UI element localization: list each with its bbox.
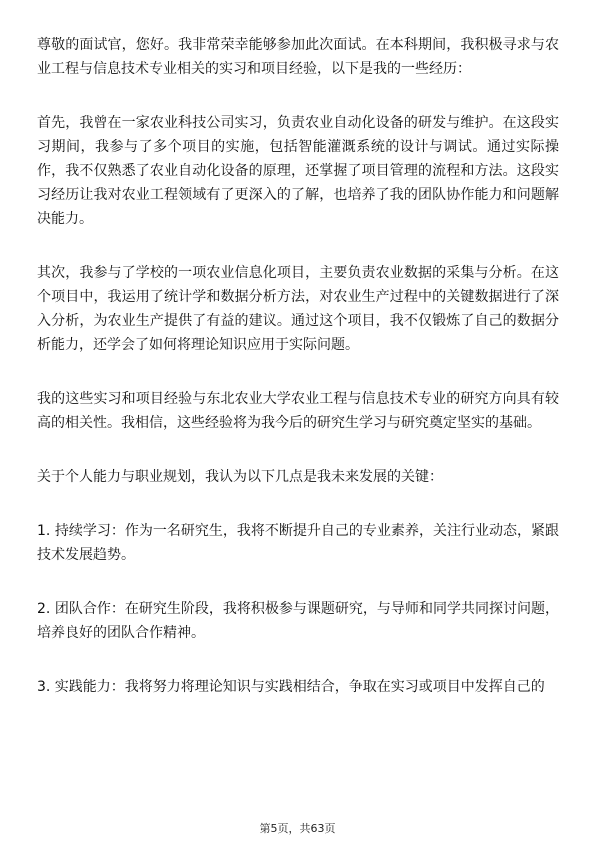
paragraph-ability-intro: 关于个人能力与职业规划，我认为以下几点是我未来发展的关键： [37,469,443,485]
list-item-continuous-learning: 1. 持续学习：作为一名研究生，我将不断提升自己的专业素养，关注行业动态，紧跟技术发展趋势。 [37,523,559,563]
list-item-teamwork: 2. 团队合作：在研究生阶段，我将积极参与课题研究，与导师和同学共同探讨问题，培养良好的团队合作精神。 [37,601,559,641]
paragraph-internship: 首先，我曾在一家农业科技公司实习，负责农业自动化设备的研发与维护。在这段实习期间，我参与了多个项目的实施，包括智能灌溉系统的设计与调试。通过实际操作，我不仅熟悉了农业自动化设备的原理，还掌握了项目管理的流程和方法。这段实习经历让我对农业工程领域有了更深入的了解，也培养了我的团队协作能力和问题解决能力。 [37,115,559,227]
paragraph-relevance: 我的这些实习和项目经验与东北农业大学农业工程与信息技术专业的研究方向具有较高的相关性。我相信，这些经验将为我今后的研究生学习与研究奠定坚实的基础。 [37,391,559,431]
page-number-footer: 第5页，共63页 [259,822,336,835]
list-item-practice: 3. 实践能力：我将努力将理论知识与实践相结合，争取在实习或项目中发挥自己的 [37,679,545,695]
paragraph-project: 其次，我参与了学校的一项农业信息化项目，主要负责农业数据的采集与分析。在这个项目中，我运用了统计学和数据分析方法，对农业生产过程中的关键数据进行了深入分析，为农业生产提供了有益的建议。通过这个项目，我不仅锻炼了自己的数据分析能力，还学会了如何将理论知识应用于实际问题。 [37,265,559,353]
document-body [37,33,559,729]
paragraph-greeting: 尊敬的面试官，您好。我非常荣幸能够参加此次面试。在本科期间，我积极寻求与农业工程与信息技术专业相关的实习和项目经验，以下是我的一些经历： [37,37,559,77]
